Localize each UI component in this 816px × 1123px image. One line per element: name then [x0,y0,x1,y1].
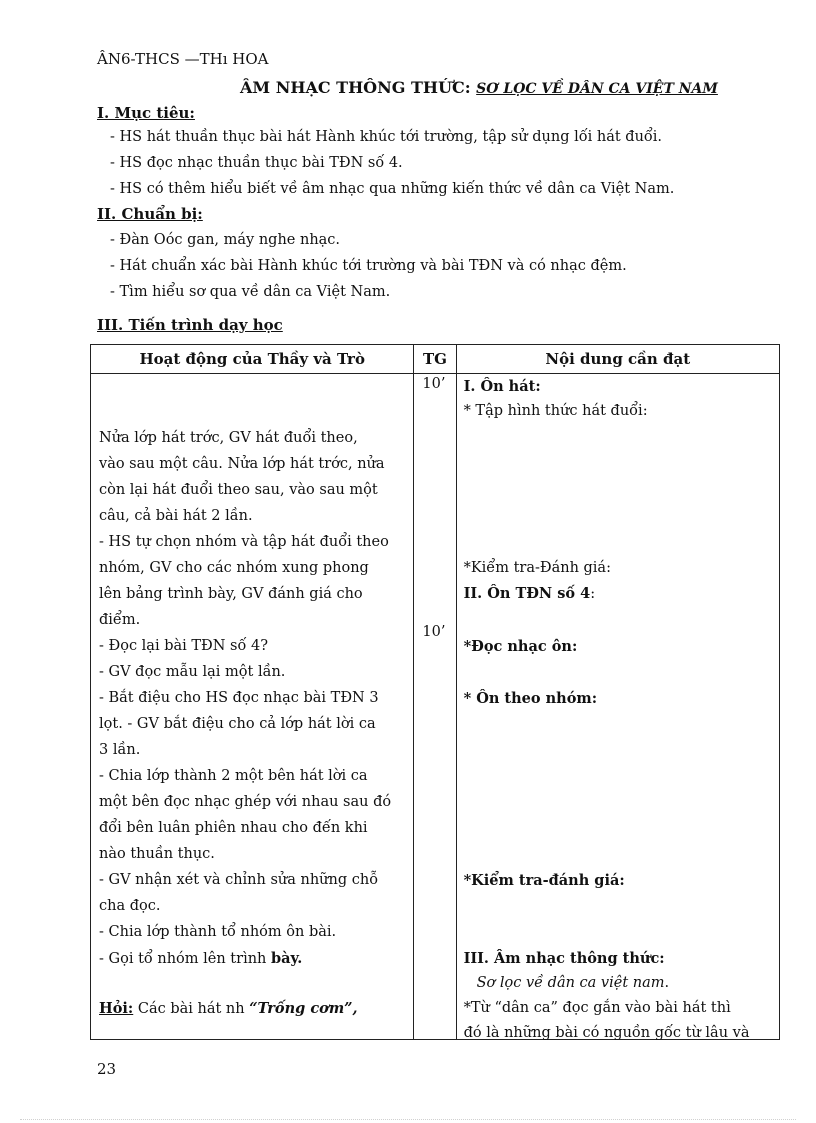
activities-cell [91,374,414,1040]
content-heading: II. Ôn TĐN số 4: [463,585,596,602]
activity-line: - Đọc lại bài TĐN số 4? [99,638,268,654]
process-heading: III. Tiến trình dạy học [97,316,283,334]
header-activities: Hoạt động của Thầy và Trò [91,345,414,374]
header-time: TG [414,345,456,374]
footer-divider [20,1119,796,1120]
activity-line: điểm. [99,612,141,628]
time-cell [414,374,456,1040]
page-number: 23 [97,1060,117,1078]
activity-line: - Gọi tổ nhóm lên trình bày. [99,950,303,967]
objective-item: - HS đọc nhạc thuần thục bài TĐN số 4. [110,155,403,171]
song-title: “Trống cơm”, [249,1000,358,1017]
activity-line: cha đọc. [99,898,161,914]
preparation-heading: II. Chuẩn bị: [97,205,203,223]
content-heading: * Ôn theo nhóm: [463,690,598,707]
content-line: * Tập hình thức hát đuổi: [463,403,648,419]
content-line: *Từ “dân ca” đọc gắn vào bài hát thì [463,1000,731,1016]
lesson-title-sub: SƠ LỌC VỀ DÂN CA VIỆT NAM [476,81,718,97]
content-line: đó là những bài có nguồn gốc từ lâu và [463,1025,750,1041]
objectives-heading: I. Mục tiêu: [97,104,195,122]
objective-item: - HS hát thuần thục bài hát Hành khúc tới trường, tập sử dụng lối hát đuổi. [110,129,663,145]
activity-line: lọt. - GV bắt điệu cho cả lớp hát lời ca [99,716,376,732]
time-value: 10’ [422,376,446,392]
content-heading: III. Âm nhạc thông thức: [463,950,665,967]
activity-line: một bên đọc nhạc ghép với nhau sau đó [99,794,392,810]
preparation-item: - Tìm hiểu sơ qua về dân ca Việt Nam. [110,284,391,300]
content-subtitle: Sơ lọc về dân ca việt nam. [476,975,670,991]
content-heading: I. Ôn hát: [463,378,541,395]
question-label: Hỏi: [99,1000,134,1017]
content-line: *Kiểm tra-Đánh giá: [463,560,611,576]
question-line: Hỏi: Các bài hát nh “Trống cơm”, [99,1000,358,1017]
activity-line: đổi bên luân phiên nhau cho đến khi [99,820,368,836]
lesson-title-main: ÂM NHẠC THÔNG THỨC: [240,78,471,97]
header-content: Nội dung cần đạt [456,345,779,374]
activity-line: - Chia lớp thành 2 một bên hát lời ca [99,768,368,784]
activity-line: - HS tự chọn nhóm và tập hát đuổi theo [99,534,389,550]
content-heading: *Kiểm tra-đánh giá: [463,872,625,889]
content-heading: *Đọc nhạc ôn: [463,638,578,655]
lesson-title [240,78,718,97]
time-value: 10’ [422,624,446,640]
activity-line: nhóm, GV cho các nhóm xung phong [99,560,369,576]
activity-line: - Chia lớp thành tổ nhóm ôn bài. [99,924,337,940]
page-header: ÂN6-THCS —THı HOA [97,50,269,68]
table-row [91,374,780,1040]
lesson-plan-table [90,344,780,1040]
objective-item: - HS có thêm hiểu biết về âm nhạc qua những kiến thức về dân ca Việt Nam. [110,181,675,197]
preparation-item: - Hát chuẩn xác bài Hành khúc tới trường và bài TĐN và có nhạc đệm. [110,258,627,274]
activity-line: lên bảng trình bày, GV đánh giá cho [99,586,363,602]
activity-line: Nửa lớp hát trớc, GV hát đuổi theo, [99,430,358,446]
activity-line: vào sau một câu. Nửa lớp hát trớc, nửa [99,456,385,472]
activity-line: - GV đọc mẫu lại một lần. [99,664,286,680]
preparation-item: - Đàn Oóc gan, máy nghe nhạc. [110,232,341,248]
activity-line: câu, cả bài hát 2 lần. [99,508,253,524]
activity-line: còn lại hát đuổi theo sau, vào sau một [99,482,378,498]
activity-line: - GV nhận xét và chỉnh sửa những chỗ [99,872,379,888]
activity-line: 3 lần. [99,742,141,758]
content-cell [456,374,779,1040]
activity-line: nào thuần thục. [99,846,215,862]
table-header-row [91,345,780,374]
activity-line: - Bắt điệu cho HS đọc nhạc bài TĐN 3 [99,690,379,706]
